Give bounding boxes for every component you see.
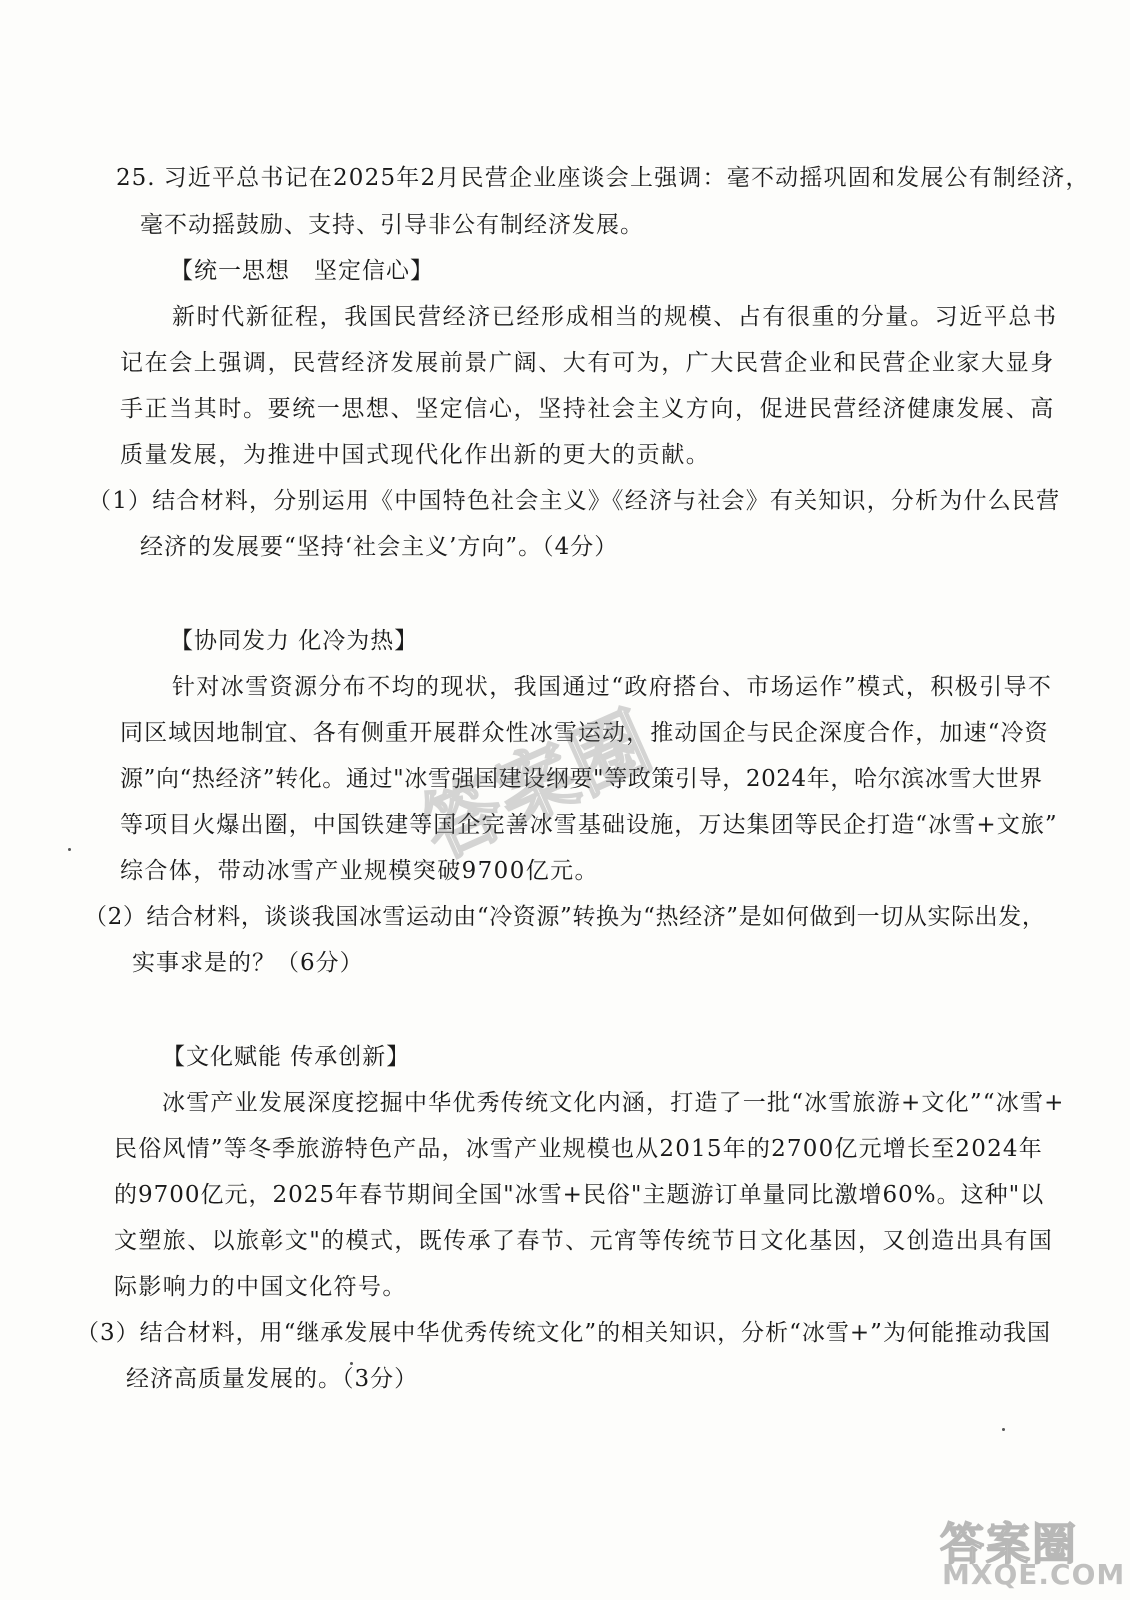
watermark-logo-cn: 答案圈 xyxy=(940,1519,1078,1570)
sub-question-3-line-2: 经济高质量发展的。（3分） xyxy=(126,1366,419,1392)
watermark-center: 答案圈 xyxy=(409,696,666,877)
question-stem-line-1 xyxy=(116,163,1090,193)
section1-title: 【统一思想 坚定信心】 xyxy=(170,258,434,284)
section2-para-line-2: 同区域因地制宜、各有侧重开展群众性冰雪运动，推动国企与民企深度合作，加速“冷资 xyxy=(120,720,1049,746)
sub-question-2-line-1: （2）结合材料，谈谈我国冰雪运动由“冷资源”转换为“热经济”是如何做到一切从实际出发， xyxy=(84,904,1046,930)
scan-speck xyxy=(68,848,71,851)
section2-para-line-4: 等项目火爆出圈，中国铁建等国企完善冰雪基础设施，万达集团等民企打造“冰雪+文旅” xyxy=(120,812,1058,838)
scan-speck xyxy=(1002,1428,1005,1431)
section2-para-line-3: 源”向“热经济”转化。通过"冰雪强国建设纲要"等政策引导，2024年，哈尔滨冰雪大世界 xyxy=(120,766,1043,792)
scan-speck xyxy=(350,1362,353,1365)
section1-para-line-4: 质量发展，为推进中国式现代化作出新的更大的贡献。 xyxy=(120,442,711,468)
sub-question-3-line-1: （3）结合材料，用“继承发展中华优秀传统文化”的相关知识，分析“冰雪+”为何能推动我国 xyxy=(76,1320,1051,1346)
section3-para-line-2: 民俗风情”等冬季旅游特色产品，冰雪产业规模也从2015年的2700亿元增长至2024年 xyxy=(114,1136,1043,1162)
question-stem-line-2: 毫不动摇鼓励、支持、引导非公有制经济发展。 xyxy=(140,212,644,238)
sub-question-1-line-1: （1）结合材料，分别运用《中国特色社会主义》《经济与社会》有关知识，分析为什么民营 xyxy=(88,488,1061,514)
watermark-logo xyxy=(930,1508,1126,1594)
section1-para-line-3: 手正当其时。要统一思想、坚定信心，坚持社会主义方向，促进民营经济健康发展、高 xyxy=(120,396,1055,422)
section3-para-line-5: 际影响力的中国文化符号。 xyxy=(114,1274,407,1300)
sub-question-1-line-2: 经济的发展要“坚持‘社会主义’方向”。（4分） xyxy=(140,534,619,560)
section3-para-line-4: 文塑旅、以旅彰文"的模式，既传承了春节、元宵等传统节日文化基因，又创造出具有国 xyxy=(114,1228,1054,1254)
section3-title: 【文化赋能 传承创新】 xyxy=(162,1044,411,1070)
question-stem-text-1: 习近平总书记在2025年2月民营企业座谈会上强调：毫不动摇巩固和发展公有制经济， xyxy=(163,165,1090,191)
watermark-logo-en: MXQE.COM xyxy=(942,1558,1126,1591)
question-number: 25. xyxy=(116,165,156,191)
section2-para-line-5: 综合体，带动冰雪产业规模突破9700亿元。 xyxy=(120,858,599,884)
section3-para-line-1: 冰雪产业发展深度挖掘中华优秀传统文化内涵，打造了一批“冰雪旅游+文化”“冰雪+ xyxy=(162,1090,1065,1116)
section1-para-line-2: 记在会上强调，民营经济发展前景广阔、大有可为，广大民营企业和民营企业家大显身 xyxy=(120,350,1055,376)
section2-title: 【协同发力 化冷为热】 xyxy=(170,628,419,654)
sub-question-2-line-2: 实事求是的？（6分） xyxy=(132,950,364,976)
section1-para-line-1: 新时代新征程，我国民营经济已经形成相当的规模、占有很重的分量。习近平总书 xyxy=(172,304,1058,330)
section2-para-line-1: 针对冰雪资源分布不均的现状，我国通过“政府搭台、市场运作”模式，积极引导不 xyxy=(172,674,1053,700)
section3-para-line-3: 的9700亿元，2025年春节期间全国"冰雪+民俗"主题游订单量同比激增60%。这种"以 xyxy=(114,1182,1045,1208)
